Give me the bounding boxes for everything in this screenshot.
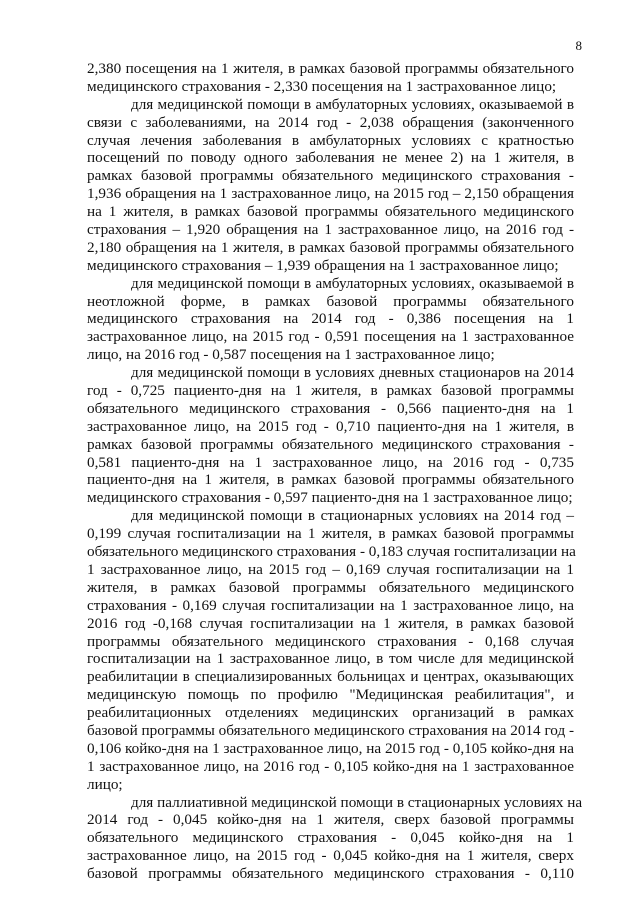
- paragraph-line: связи с заболеваниями, на 2014 год - 2,038 обращения (законченного: [87, 113, 574, 131]
- paragraph-line: обязательного медицинского страхования - 0,045 койко-дня на 1: [87, 829, 574, 847]
- paragraph: [87, 364, 574, 507]
- paragraph: [87, 793, 583, 883]
- paragraph-line: 0,106 койко-дня на 1 застрахованное лицо, на 2015 год - 0,105 койко-дня на: [87, 739, 574, 757]
- paragraph-line: программы обязательного медицинского страхования - 0,168 случая: [87, 632, 574, 650]
- paragraph-line: страхования - 0,169 случая госпитализации на 1 застрахованное лицо, на: [87, 596, 574, 614]
- paragraph-line: реабилитации в специализированных больницах и центрах, оказывающих: [87, 668, 574, 686]
- paragraph-line: страхования – 1,920 обращения на 1 застрахованное лицо, на 2016 год -: [87, 221, 574, 239]
- paragraph-line: случая лечения заболевания в амбулаторных условиях с кратностью: [87, 131, 574, 149]
- paragraph-line: застрахованное лицо, на 2015 год - 0,591 посещения на 1 застрахованное: [87, 328, 574, 346]
- paragraph: [87, 507, 574, 793]
- paragraph-line: медицинского страхования - 2,330 посещения на 1 застрахованное лицо;: [87, 77, 557, 95]
- paragraph-line: лицо;: [87, 775, 123, 793]
- paragraph-line: жителя, в рамках базовой программы обязательного медицинского: [87, 578, 574, 596]
- paragraph-line: госпитализации на 1 застрахованное лицо, в том числе для медицинской: [87, 650, 574, 668]
- paragraph-line: для паллиативной медицинской помощи в стационарных условиях на: [131, 793, 583, 811]
- paragraph-line: посещений по поводу одного заболевания не менее 2) на 1 жителя, в: [87, 149, 574, 167]
- paragraph: [87, 60, 574, 96]
- paragraph-line: 1 застрахованное лицо, на 2016 год - 0,105 койко-дня на 1 застрахованное: [87, 757, 574, 775]
- document-body: [87, 60, 583, 883]
- paragraph-line: 0,581 пациенто-дня на 1 застрахованное лицо, на 2016 год - 0,735: [87, 453, 574, 471]
- paragraph-line: медицинского страхования - 0,597 пациенто-дня на 1 застрахованное лицо;: [87, 489, 573, 507]
- paragraph-line: для медицинской помощи в условиях дневных стационаров на 2014: [131, 364, 574, 382]
- paragraph-line: 1,936 обращения на 1 застрахованное лицо, на 2015 год – 2,150 обращения: [87, 185, 574, 203]
- paragraph-line: для медицинской помощи в амбулаторных условиях, оказываемой в: [131, 95, 574, 113]
- paragraph-line: на 1 жителя, в рамках базовой программы обязательного медицинского: [87, 203, 574, 221]
- paragraph-line: пациенто-дня на 1 жителя, в рамках базовой программы обязательного: [87, 471, 574, 489]
- paragraph-line: медицинского страхования – 1,939 обращения на 1 застрахованное лицо;: [87, 256, 559, 274]
- paragraph-line: 1 застрахованное лицо, на 2015 год – 0,169 случая госпитализации на 1: [87, 560, 574, 578]
- paragraph-line: год - 0,725 пациенто-дня на 1 жителя, в рамках базовой программы: [87, 382, 574, 400]
- paragraph-line: 2,380 посещения на 1 жителя, в рамках базовой программы обязательного: [87, 60, 574, 77]
- paragraph-line: 2014 год - 0,045 койко-дня на 1 жителя, сверх базовой программы: [87, 811, 574, 829]
- paragraph: [87, 96, 574, 275]
- paragraph-line: медицинскую помощь по профилю "Медицинская реабилитация", и: [87, 686, 574, 704]
- paragraph-line: базовой программы обязательного медицинского страхования на 2014 год -: [87, 721, 575, 739]
- paragraph: [87, 275, 574, 364]
- paragraph-line: базовой программы обязательного медицинского страхования - 0,110: [87, 865, 574, 883]
- paragraph-line: лицо, на 2016 год - 0,587 посещения на 1 застрахованное лицо;: [87, 346, 495, 364]
- paragraph-line: для медицинской помощи в стационарных условиях на 2014 год –: [131, 507, 574, 525]
- paragraph-line: 2,180 обращения на 1 жителя, в рамках базовой программы обязательного: [87, 238, 574, 256]
- paragraph-line: обязательного медицинского страхования - 0,566 пациенто-дня на 1: [87, 399, 574, 417]
- paragraph-line: обязательного медицинского страхования - 0,183 случая госпитализации на: [87, 543, 576, 561]
- paragraph-line: для медицинской помощи в амбулаторных условиях, оказываемой в: [131, 274, 574, 292]
- page-number: 8: [575, 38, 582, 53]
- paragraph-line: застрахованное лицо, на 2015 год - 0,045 койко-дня на 1 жителя, сверх: [87, 847, 574, 865]
- paragraph-line: медицинского страхования на 2014 год - 0,386 посещения на 1: [87, 310, 574, 328]
- paragraph-line: рамках базовой программы обязательного медицинского страхования -: [87, 167, 574, 185]
- paragraph-line: 2016 год -0,168 случая госпитализации на 1 жителя, в рамках базовой: [87, 614, 574, 632]
- paragraph-line: рамках базовой программы обязательного медицинского страхования -: [87, 435, 574, 453]
- paragraph-line: реабилитационных отделениях медицинских организаций в рамках: [87, 704, 574, 722]
- paragraph-line: застрахованное лицо, на 2015 год - 0,710 пациенто-дня на 1 жителя, в: [87, 417, 574, 435]
- paragraph-line: 0,199 случая госпитализации на 1 жителя, в рамках базовой программы: [87, 525, 574, 543]
- paragraph-line: неотложной форме, в рамках базовой программы обязательного: [87, 292, 574, 310]
